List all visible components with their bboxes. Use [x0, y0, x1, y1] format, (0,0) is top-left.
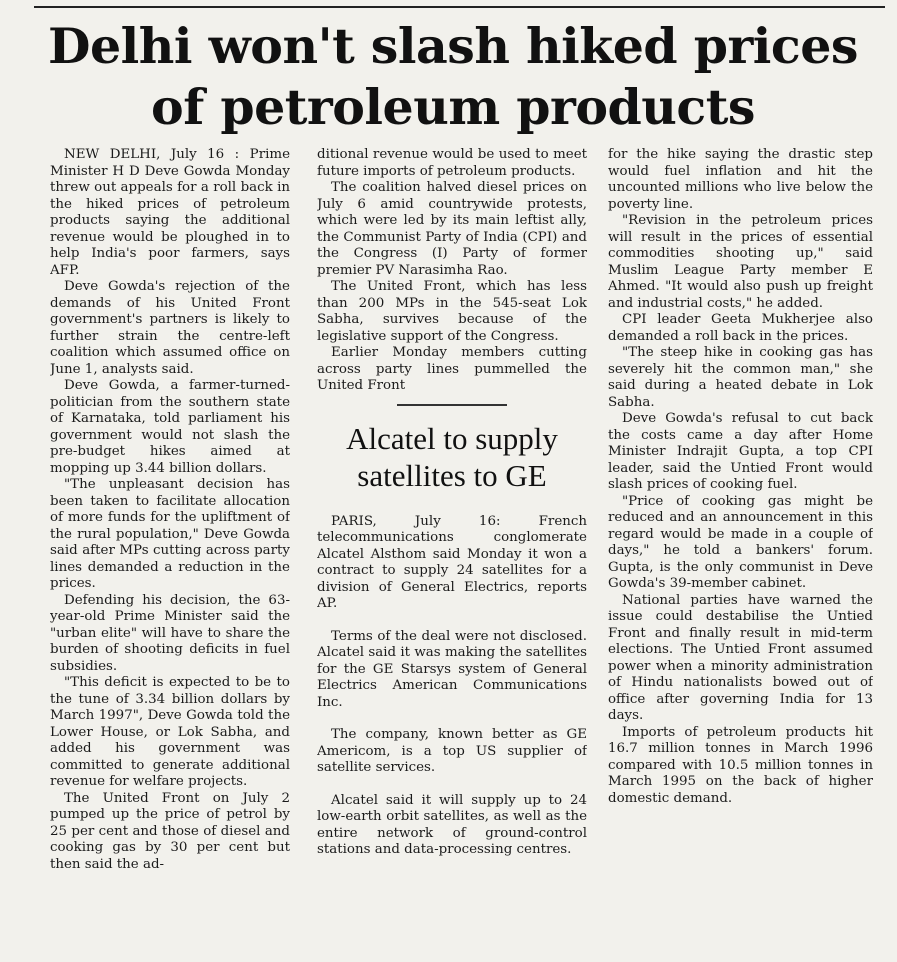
paragraph: for the hike saying the drastic step would fuel inflation and hit the uncounted millions who live below the poverty line.	[608, 147, 873, 212]
paragraph: Defending his decision, the 63-year-old Prime Minister said the "urban elite" will have to share the burden of shooting deficits in fuel subsidies.	[50, 592, 290, 674]
article-column-3	[608, 147, 873, 962]
headline: Delhi won't slash hiked prices of petroleum products	[48, 17, 858, 136]
paragraph: Terms of the deal were not disclosed. Alcatel said it was making the satellites for the GE Starsys system of General Electrics American Communications Inc.	[317, 628, 587, 710]
paragraph: NEW DELHI, July 16 : Prime Minister H D Deve Gowda Monday threw out appeals for a roll back in the hiked prices of petroleum products saying the additional revenue would be ploughed in to help India's poor farmers, says AFP.	[50, 147, 290, 278]
paragraph: Imports of petroleum products hit 16.7 million tonnes in March 1996 compared with 10.5 million tonnes in March 1995 on the back of higher domestic demand.	[608, 724, 873, 806]
article-column-2	[317, 147, 587, 962]
paragraph: "The unpleasant decision has been taken to facilitate allocation of more funds for the upliftment of the rural population," Deve Gowda said after MPs cutting across party lines demanded a reduction in the prices.	[50, 477, 290, 591]
paragraph: ditional revenue would be used to meet future imports of petroleum products.	[317, 147, 587, 179]
paragraph: "Price of cooking gas might be reduced and an announcement in this regard would be made in a couple of days," he told a bankers' forum. Gupta, is the only communist in Deve Gowda's 39-member cabinet.	[608, 493, 873, 591]
paragraph: "This deficit is expected to be to the tune of 3.34 billion dollars by March 1997", Deve Gowda told the Lower House, or Lok Sabha, and added his government was committed to generate additional revenue for welfare projects.	[50, 675, 290, 789]
spacer	[317, 711, 587, 727]
article-column-1	[50, 147, 290, 962]
paragraph: Earlier Monday members cutting across party lines pummelled the United Front	[317, 345, 587, 393]
paragraph: The coalition halved diesel prices on July 6 amid countrywide protests, which were led by its main leftist ally, the Communist Party of India (CPI) and the Congress (I) Party of former premier PV Narasimha Rao.	[317, 180, 587, 278]
secondary-headline: Alcatel to supply satellites to GE	[346, 420, 558, 493]
paragraph: CPI leader Geeta Mukherjee also demanded a roll back in the prices.	[608, 312, 873, 344]
spacer	[317, 777, 587, 793]
paragraph: PARIS, July 16: French telecommunications conglomerate Alcatel Alsthom said Monday it won a contract to supply 24 satellites for a division of General Electrics, reports AP.	[317, 513, 587, 611]
section-divider	[397, 404, 507, 406]
spacer	[317, 613, 587, 629]
paragraph: The company, known better as GE Americom, is a top US supplier of satellite services.	[317, 727, 587, 775]
paragraph: The United Front, which has less than 200 MPs in the 545-seat Lok Sabha, survives because of the legislative support of the Congress.	[317, 279, 587, 344]
paragraph: "The steep hike in cooking gas has severely hit the common man," she said during a heated debate in Lok Sabha.	[608, 345, 873, 410]
paragraph: National parties have warned the issue could destabilise the Untied Front and finally result in mid-term elections. The Untied Front assumed power when a minority administration of Hindu nationalists bowed out of office after governing India for 13 days.	[608, 592, 873, 723]
paragraph: Deve Gowda's refusal to cut back the costs came a day after Home Minister Indrajit Gupta, a top CPI leader, said the Untied Front would slash prices of cooking fuel.	[608, 411, 873, 492]
paragraph: Deve Gowda's rejection of the demands of his United Front government's partners is likely to further strain the centre-left coalition which assumed office on June 1, analysts said.	[50, 279, 290, 377]
paragraph: "Revision in the petroleum prices will result in the prices of essential commodities shooting up," said Muslim League Party member E Ahmed. "It would also push up freight and industrial costs," he added.	[608, 213, 873, 311]
paragraph: Alcatel said it will supply up to 24 low-earth orbit satellites, as well as the entire network of ground-control stations and data-processing centres.	[317, 792, 587, 857]
top-rule	[34, 6, 885, 8]
paragraph: Deve Gowda, a farmer-turned-politician from the southern state of Karnataka, told parliament his government would not slash the pre-budget hikes aimed at mopping up 3.44 billion dollars.	[50, 378, 290, 476]
paragraph: The United Front on July 2 pumped up the price of petrol by 25 per cent and those of diesel and cooking gas by 30 per cent but then said the ad-	[50, 790, 290, 872]
